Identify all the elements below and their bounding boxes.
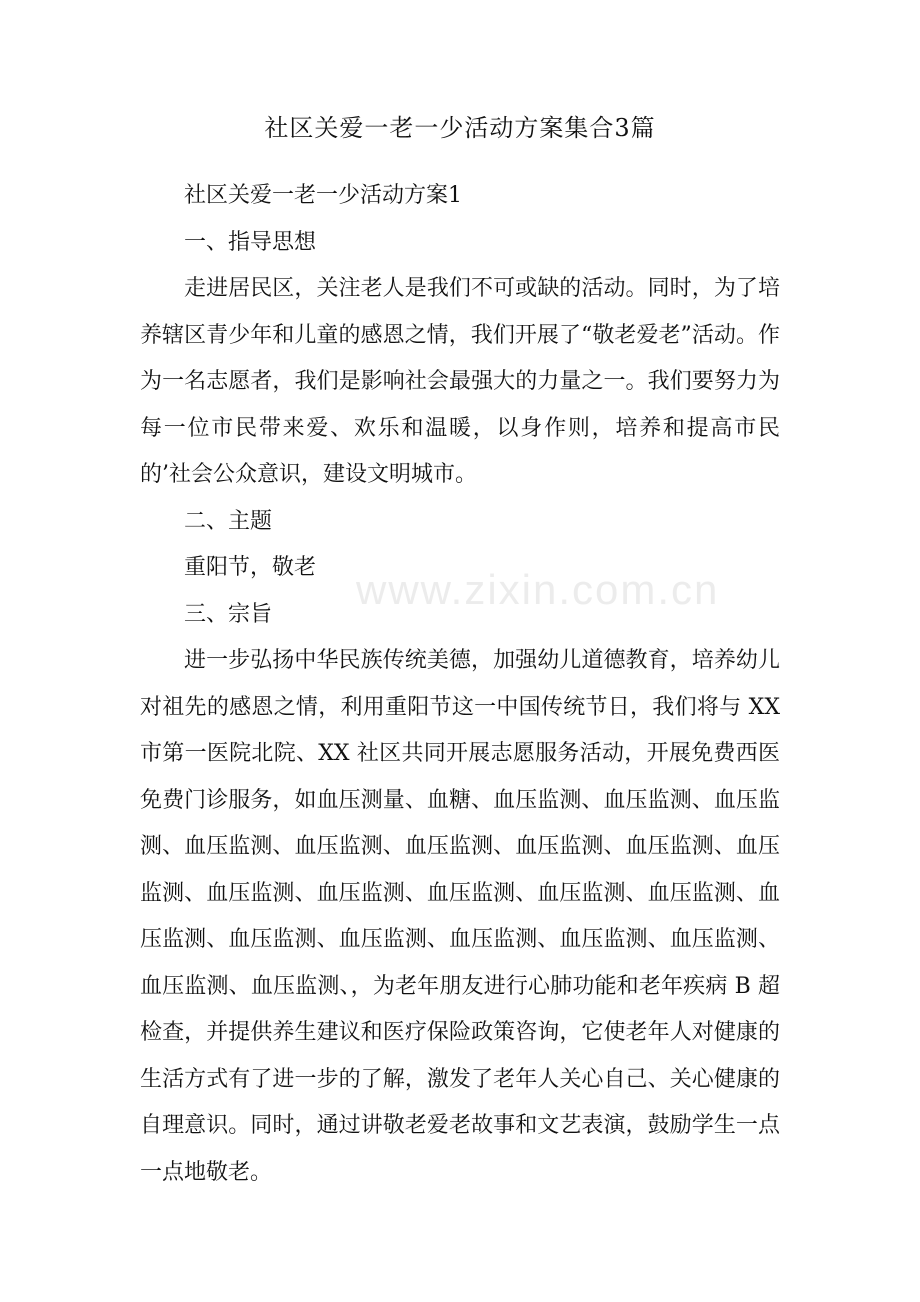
paragraph-purpose: 进一步弘扬中华民族传统美德，加强幼儿道德教育，培养幼儿对祖先的感恩之情，利用重阳节这一中国传统节日，我们将与 XX 市第一医院北院、XX 社区共同开展志愿服务活动，开展免费西医免费门诊服务，如血压测量、血糖、血压监测、血压监测、血压监测、血压监测、血压监测、血压监测、血压监测、血压监测、血压监测、血压监测、血压监测、血压监测、血压监测、血压监测、血压监测、血压监测、血压监测、血压监测、血压监测、血压监测、血压监测、血压监测、，为老年朋友进行心肺功能和老年疾病 B 超检查，并提供养生建议和医疗保险政策咨询，它使老年人对健康的生活方式有了进一步的了解，激发了老年人关心自己、关心健康的自理意识。同时，通过讲敬老爱老故事和文艺表演，鼓励学生一点一点地敬老。 [140, 648, 780, 1185]
document-title: 社区关爱一老一少活动方案集合3篇 [264, 114, 656, 142]
section-title: 社区关爱一老一少活动方案1 [184, 183, 462, 208]
heading-theme: 二、主题 [184, 508, 273, 534]
heading-purpose: 三、宗旨 [184, 601, 273, 627]
heading-guiding-ideology: 一、指导思想 [184, 229, 317, 255]
watermark: www.zixin.com.cn [356, 566, 720, 613]
theme-text: 重阳节，敬老 [184, 555, 317, 580]
paragraph-guiding-ideology: 走进居民区，关注老人是我们不可或缺的活动。同时，为了培养辖区青少年和儿童的感恩之情，我们开展了“敬老爱老”活动。作为一名志愿者，我们是影响社会最强大的力量之一。我们要努力为每一位市民带来爱、欢乐和温暖，以身作则，培养和提高市民的’社会公众意识，建设文明城市。 [140, 276, 780, 487]
document-body [140, 173, 780, 1196]
